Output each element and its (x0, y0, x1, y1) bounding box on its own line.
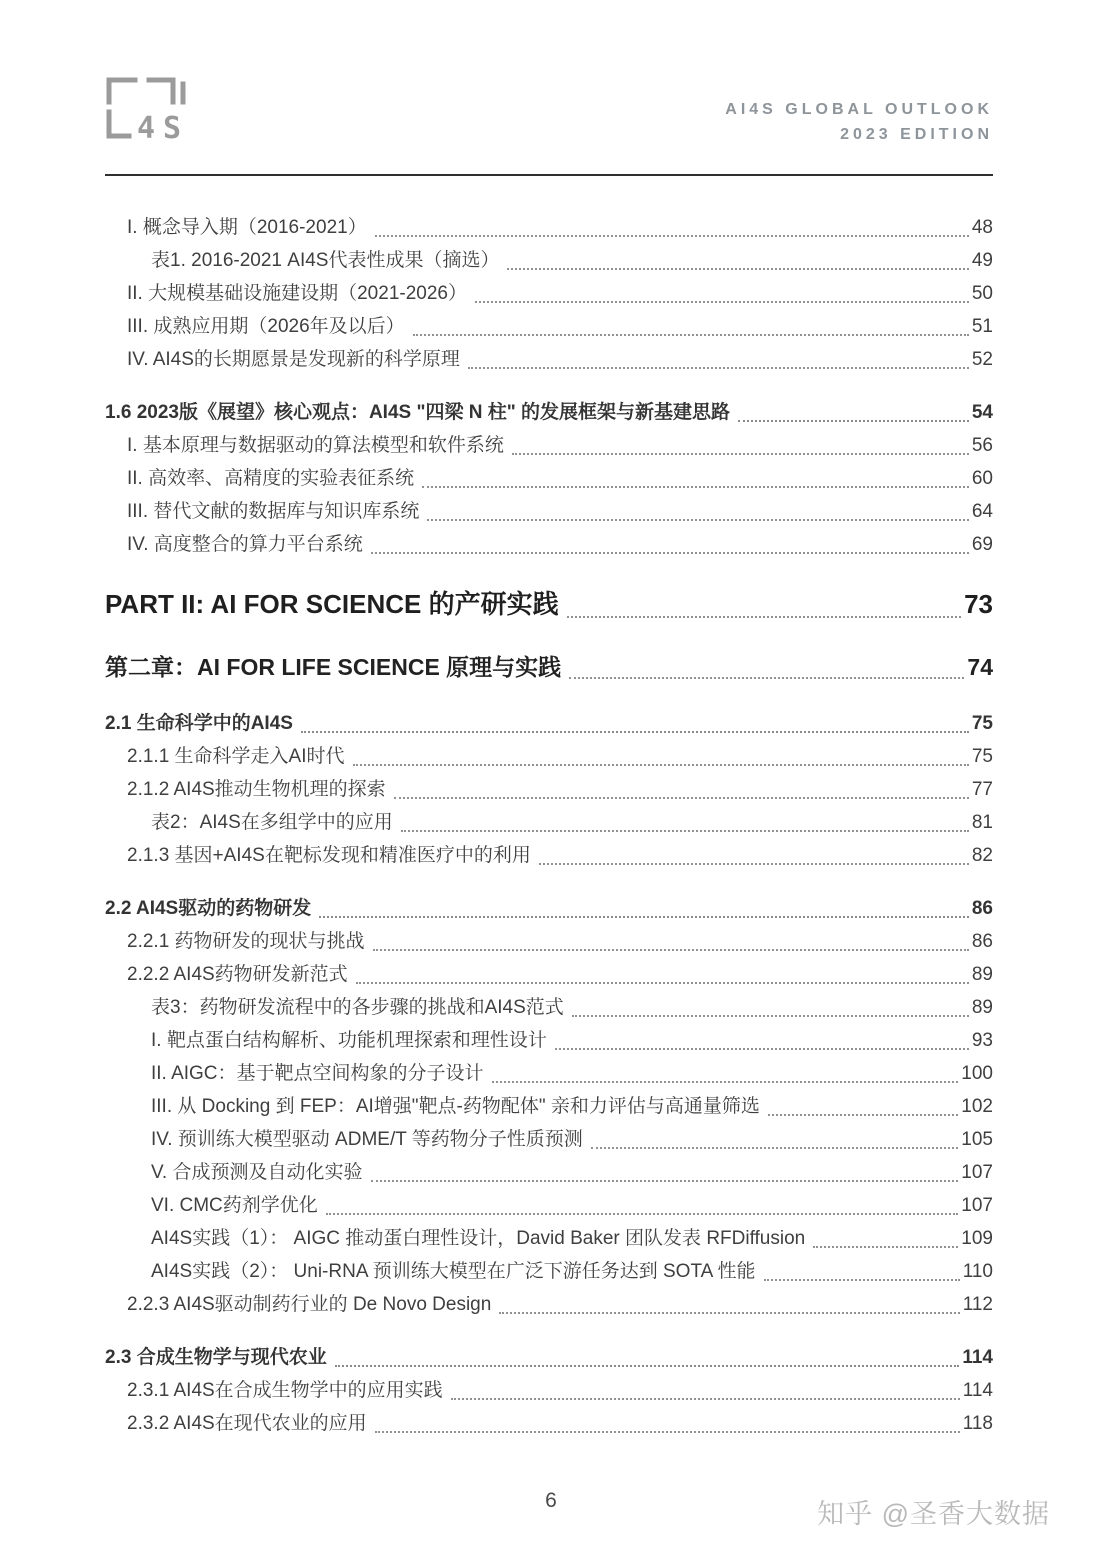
toc-entry-page: 73 (964, 588, 993, 619)
toc-entry (105, 1057, 993, 1090)
toc-entry-page: 77 (971, 778, 993, 800)
toc-section (105, 647, 993, 687)
toc-entry (105, 1090, 993, 1123)
toc-entry (105, 1123, 993, 1156)
toc-entry-page: 105 (961, 1128, 993, 1150)
toc-entry-page: 52 (971, 348, 993, 370)
toc-entry-label: IV. 预训练大模型驱动 ADME/T 等药物分子性质预测 (151, 1128, 583, 1150)
toc-leader-dots (371, 552, 969, 554)
toc-entry-label: VI. CMC药剂学优化 (151, 1194, 318, 1216)
toc-leader-dots (507, 268, 968, 270)
toc-entry-page: 60 (971, 467, 993, 489)
toc-entry (105, 740, 993, 773)
toc-section (105, 1341, 993, 1440)
toc-entry-page: 114 (962, 1379, 993, 1401)
toc-leader-dots (375, 1431, 960, 1433)
toc-entry (105, 1255, 993, 1288)
toc-entry-label: II. 高效率、高精度的实验表征系统 (127, 467, 415, 489)
toc-entry-label: 2.2 AI4S驱动的药物研发 (105, 897, 312, 919)
toc-entry (105, 310, 993, 343)
toc-leader-dots (413, 334, 969, 336)
toc-entry (105, 1024, 993, 1057)
header-title (725, 76, 993, 148)
toc-entry-page: 81 (971, 811, 993, 833)
toc-entry-page: 54 (971, 401, 993, 423)
toc-leader-dots (569, 677, 964, 679)
toc-entry-page: 75 (971, 712, 993, 734)
toc-entry-label: I. 靶点蛋白结构解析、功能机理探索和理性设计 (151, 1029, 547, 1051)
toc-leader-dots (499, 1312, 959, 1314)
toc-entry (105, 244, 993, 277)
toc-leader-dots (768, 1114, 958, 1116)
toc-entry-page: 50 (971, 282, 993, 304)
toc-entry-label: 2.3.2 AI4S在现代农业的应用 (127, 1412, 367, 1434)
toc-entry-label: AI4S实践（1）： AIGC 推动蛋白理性设计，David Baker 团队发表 RFDiffusion (151, 1227, 806, 1249)
toc-entry-label: 表2：AI4S在多组学中的应用 (151, 811, 393, 833)
toc-leader-dots (353, 764, 969, 766)
toc-leader-dots (326, 1213, 959, 1215)
toc-leader-dots (512, 453, 969, 455)
toc-entry (105, 277, 993, 310)
toc-entry (105, 991, 993, 1024)
toc-entry-label: II. 大规模基础设施建设期（2021-2026） (127, 282, 467, 304)
toc-entry-label: 2.2.1 药物研发的现状与挑战 (127, 930, 365, 952)
toc-leader-dots (572, 1015, 969, 1017)
toc-entry (105, 892, 993, 925)
toc-entry (105, 1374, 993, 1407)
toc-section (105, 707, 993, 872)
toc-entry-label: V. 合成预测及自动化实验 (151, 1161, 363, 1183)
toc-entry-label: IV. 高度整合的算力平台系统 (127, 533, 363, 555)
toc-entry (105, 429, 993, 462)
ai4s-logo-graphic (105, 76, 197, 140)
toc-entry (105, 647, 993, 687)
toc-entry (105, 581, 993, 627)
toc-entry-page: 74 (967, 653, 993, 680)
toc-entry-page: 48 (971, 216, 993, 238)
page-number: 6 (545, 1489, 557, 1512)
toc-entry-label: 1.6 2023版《展望》核心观点：AI4S "四梁 N 柱" 的发展框架与新基建思路 (105, 401, 731, 423)
toc-leader-dots (451, 1398, 960, 1400)
watermark: 知乎 @圣香大数据 (817, 1499, 1050, 1529)
toc-leader-dots (319, 916, 969, 918)
toc-entry-label: PART II: AI FOR SCIENCE 的产研实践 (105, 588, 559, 619)
toc-entry (105, 839, 993, 872)
toc-entry-label: II. AIGC：基于靶点空间构象的分子设计 (151, 1062, 484, 1084)
toc-entry-page: 118 (962, 1412, 993, 1434)
toc-entry-page: 89 (971, 996, 993, 1018)
toc-entry (105, 495, 993, 528)
toc-entry-label: IV. AI4S的长期愿景是发现新的科学原理 (127, 348, 460, 370)
toc-entry (105, 343, 993, 376)
toc-entry-page: 82 (971, 844, 993, 866)
toc-entry-page: 107 (961, 1194, 993, 1216)
toc-entry (105, 1341, 993, 1374)
toc-entry-label: III. 替代文献的数据库与知识库系统 (127, 500, 420, 522)
toc-leader-dots (813, 1246, 958, 1248)
toc-leader-dots (335, 1365, 960, 1367)
svg-text:4: 4 (137, 111, 156, 140)
toc-entry-page: 75 (971, 745, 993, 767)
toc-entry-page: 86 (971, 897, 993, 919)
toc-leader-dots (555, 1048, 969, 1050)
toc-entry-label: 2.1.3 基因+AI4S在靶标发现和精准医疗中的利用 (127, 844, 531, 866)
toc-entry-page: 110 (962, 1260, 993, 1282)
toc-entry-page: 51 (971, 315, 993, 337)
toc-entry-page: 89 (971, 963, 993, 985)
toc-leader-dots (738, 420, 969, 422)
toc-section (105, 396, 993, 561)
toc-section (105, 892, 993, 1321)
toc-leader-dots (371, 1180, 959, 1182)
toc-leader-dots (468, 367, 969, 369)
toc-entry (105, 958, 993, 991)
toc-leader-dots (567, 616, 962, 618)
toc-entry-label: III. 成熟应用期（2026年及以后） (127, 315, 405, 337)
toc-entry (105, 211, 993, 244)
toc-entry (105, 462, 993, 495)
toc-entry-label: I. 概念导入期（2016-2021） (127, 216, 367, 238)
toc-leader-dots (475, 301, 969, 303)
toc-entry-page: 112 (962, 1293, 993, 1315)
toc-entry-label: 2.1.2 AI4S推动生物机理的探索 (127, 778, 386, 800)
toc-entry-label: 表3：药物研发流程中的各步骤的挑战和AI4S范式 (151, 996, 564, 1018)
toc-entry-page: 86 (971, 930, 993, 952)
toc-entry (105, 773, 993, 806)
svg-text:S: S (163, 111, 182, 140)
toc-entry (105, 528, 993, 561)
toc-leader-dots (394, 797, 969, 799)
toc-leader-dots (356, 982, 969, 984)
header-title-line1: AI4S GLOBAL OUTLOOK (725, 101, 993, 118)
toc-leader-dots (591, 1147, 959, 1149)
toc-leader-dots (401, 830, 969, 832)
toc-leader-dots (427, 519, 968, 521)
toc-entry-label: III. 从 Docking 到 FEP：AI增强"靶点-药物配体" 亲和力评估与高通量筛选 (151, 1095, 760, 1117)
toc-leader-dots (301, 731, 969, 733)
toc-entry-page: 56 (971, 434, 993, 456)
toc-entry-page: 93 (971, 1029, 993, 1051)
toc-entry (105, 1189, 993, 1222)
toc (105, 211, 993, 1440)
toc-entry (105, 1222, 993, 1255)
toc-entry-page: 64 (971, 500, 993, 522)
toc-entry (105, 396, 993, 429)
toc-entry-label: 表1. 2016-2021 AI4S代表性成果（摘选） (151, 249, 500, 271)
toc-entry-page: 102 (961, 1095, 993, 1117)
toc-leader-dots (764, 1279, 960, 1281)
toc-entry-label: 2.3 合成生物学与现代农业 (105, 1346, 327, 1368)
toc-entry-label: I. 基本原理与数据驱动的算法模型和软件系统 (127, 434, 504, 456)
toc-entry (105, 1288, 993, 1321)
toc-section (105, 211, 993, 376)
toc-leader-dots (375, 235, 969, 237)
page-header (105, 76, 993, 148)
toc-entry-page: 109 (961, 1227, 993, 1249)
toc-entry-page: 100 (961, 1062, 993, 1084)
toc-entry-label: 2.1.1 生命科学走入AI时代 (127, 745, 345, 767)
toc-entry-label: AI4S实践（2）： Uni-RNA 预训练大模型在广泛下游任务达到 SOTA 性能 (151, 1260, 756, 1282)
toc-leader-dots (539, 863, 969, 865)
toc-entry-page: 49 (971, 249, 993, 271)
toc-entry-label: 2.1 生命科学中的AI4S (105, 712, 293, 734)
toc-leader-dots (373, 949, 969, 951)
toc-leader-dots (422, 486, 969, 488)
toc-section (105, 581, 993, 627)
header-title-line2: 2023 EDITION (840, 125, 993, 143)
toc-entry-label: 2.2.2 AI4S药物研发新范式 (127, 963, 348, 985)
toc-entry-label: 2.2.3 AI4S驱动制药行业的 De Novo Design (127, 1293, 492, 1315)
toc-entry (105, 925, 993, 958)
toc-entry (105, 707, 993, 740)
toc-entry-page: 107 (961, 1161, 993, 1183)
toc-entry-page: 69 (971, 533, 993, 555)
header-divider (105, 174, 993, 176)
toc-entry-page: 114 (962, 1346, 993, 1368)
toc-entry-label: 2.3.1 AI4S在合成生物学中的应用实践 (127, 1379, 443, 1401)
toc-entry-label: 第二章：AI FOR LIFE SCIENCE 原理与实践 (105, 653, 562, 680)
toc-entry (105, 806, 993, 839)
ai4s-logo (105, 76, 197, 140)
toc-entry (105, 1407, 993, 1440)
toc-leader-dots (492, 1081, 959, 1083)
toc-entry (105, 1156, 993, 1189)
